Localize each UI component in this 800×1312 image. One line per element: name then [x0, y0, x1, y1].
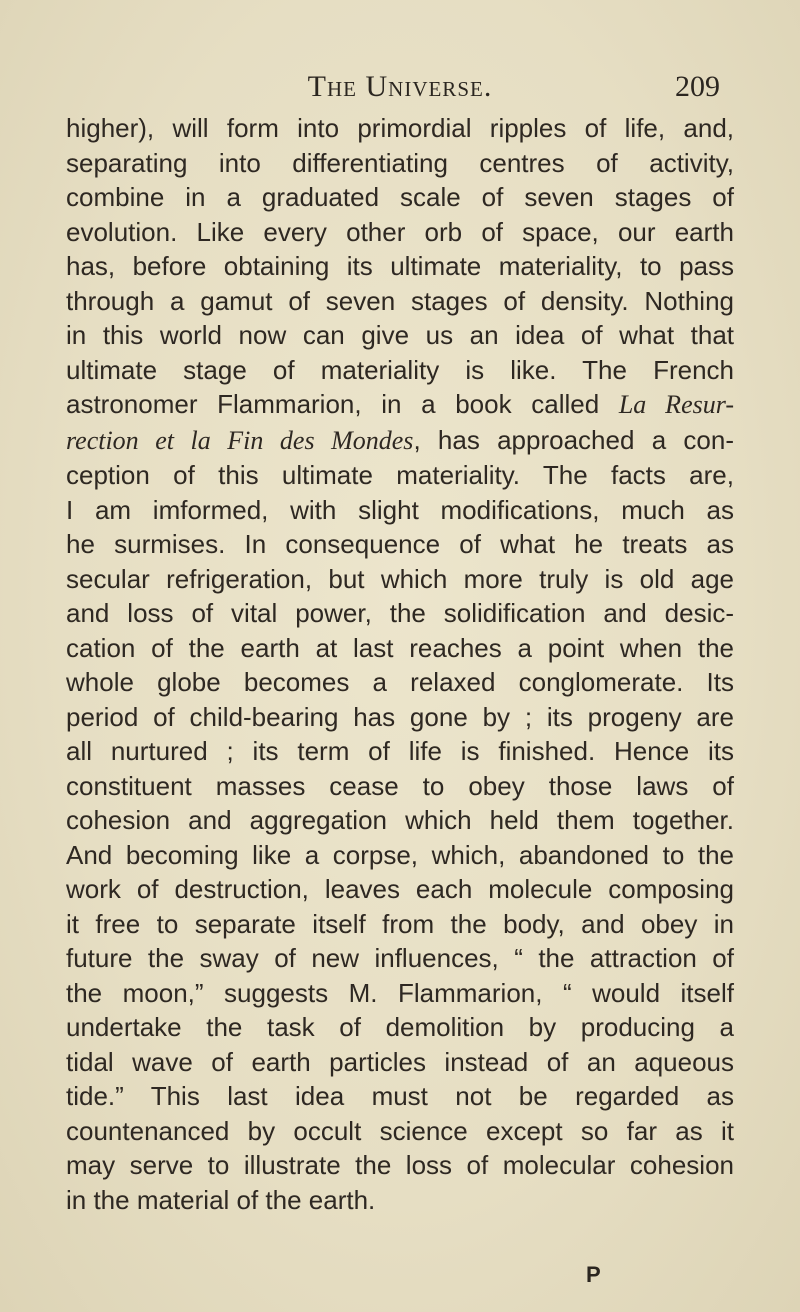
text-line: separating into differentiating centres of activity,: [66, 147, 734, 178]
text-line: it free to separate itself from the body, and obey in: [66, 908, 734, 939]
text-line: may serve to illustrate the loss of molecular cohesion: [66, 1150, 734, 1180]
text-line-start: astronomer Flammarion, in a book called: [66, 389, 600, 419]
text-line: and loss of vital power, the solidification and desic-: [66, 598, 734, 628]
text-line: cation of the earth at last reaches a point when the: [66, 632, 734, 663]
italic-book-title: rection et la Fin des Mondes: [66, 425, 414, 455]
text-line: tidal wave of earth particles instead of an aqueous: [66, 1046, 734, 1077]
body-text: [66, 111, 734, 1217]
text-line: ception of this ultimate materiality. The facts are,: [66, 460, 734, 490]
italic-book-title: La Resur-: [618, 390, 734, 419]
text-line: whole globe becomes a relaxed conglomerate. Its: [66, 667, 734, 697]
text-line-with-italic-title: [66, 423, 734, 459]
text-line-with-italic-title: [66, 387, 734, 423]
page-title: The Universe.: [307, 70, 493, 103]
text-line: constituent masses cease to obey those laws of: [66, 770, 734, 801]
signature-mark: P: [586, 1262, 601, 1287]
text-line: secular refrigeration, but which more truly is old age: [66, 563, 734, 594]
text-line: through a gamut of seven stages of density. Nothing: [66, 285, 734, 316]
text-line-last: in the material of the earth.: [66, 1184, 376, 1215]
running-head: [80, 70, 720, 110]
text-line: tide.” This last idea must not be regarded as: [66, 1081, 734, 1111]
text-line: future the sway of new influences, “ the attraction of: [66, 943, 734, 973]
text-line: cohesion and aggregation which held them together.: [66, 805, 734, 835]
text-line: combine in a graduated scale of seven stages of: [66, 182, 734, 212]
text-line: I am imformed, with slight modifications, much as: [66, 494, 734, 525]
text-line-end: , has approached a con-: [413, 424, 734, 455]
text-line: all nurtured ; its term of life is finished. Hence its: [66, 736, 734, 766]
text-line: undertake the task of demolition by producing a: [66, 1012, 734, 1042]
text-line: he surmises. In consequence of what he treats as: [66, 529, 734, 559]
text-line: the moon,” suggests M. Flammarion, “ would itself: [66, 977, 734, 1008]
text-line: higher), will form into primordial ripples of life, and,: [66, 113, 734, 143]
text-line: And becoming like a corpse, which, abandoned to the: [66, 839, 734, 870]
text-line: in this world now can give us an idea of what that: [66, 320, 734, 350]
text-line: period of child-bearing has gone by ; its progeny are: [66, 701, 734, 732]
text-line: ultimate stage of materiality is like. The French: [66, 354, 734, 385]
text-line: has, before obtaining its ultimate materiality, to pass: [66, 251, 734, 281]
text-line: countenanced by occult science except so far as it: [66, 1115, 734, 1146]
page-number: 209: [675, 70, 720, 103]
text-line: work of destruction, leaves each molecule composing: [66, 874, 734, 904]
text-line: evolution. Like every other orb of space, our earth: [66, 216, 734, 247]
